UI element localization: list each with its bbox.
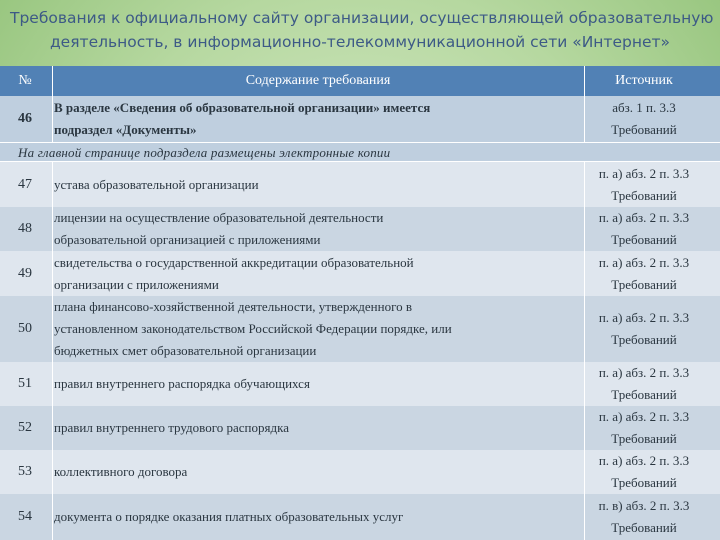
row-content (54, 450, 582, 494)
row-content (54, 406, 582, 450)
source-line: п. а) абз. 2 п. 3.3 (598, 365, 690, 380)
row-num: 54 (18, 509, 32, 524)
row-num: 47 (18, 177, 32, 192)
source-line: п. а) абз. 2 п. 3.3 (598, 166, 690, 181)
subheader-row (0, 142, 720, 162)
row-line: документа о порядке оказания платных образовательных услуг (54, 509, 404, 524)
source-line: п. а) абз. 2 п. 3.3 (598, 409, 690, 424)
row-num: 51 (18, 376, 32, 391)
column-divider (52, 161, 53, 540)
section-source-line-2: Требований (611, 122, 677, 137)
source-line: Требований (611, 276, 677, 292)
section-line-1: В разделе «Сведения об образовательной организации» имеется (54, 100, 431, 115)
row-line: лицензии на осуществление образовательной деятельности (54, 210, 384, 225)
row-line: правил внутреннего трудового распорядка (54, 420, 289, 435)
source-line: Требований (611, 387, 677, 402)
source-line: Требований (611, 232, 677, 247)
row-source (586, 406, 702, 450)
row-line: правил внутреннего распорядка обучающихся (54, 376, 310, 391)
section-row (0, 96, 720, 142)
section-line-2: подраздел «Документы» (54, 122, 197, 137)
row-content (54, 162, 582, 208)
section-source-line-1: абз. 1 п. 3.3 (612, 100, 676, 115)
source-line: п. в) абз. 2 п. 3.3 (598, 498, 690, 513)
row-num: 50 (18, 321, 32, 336)
header-num: № (18, 73, 32, 88)
slide-title (10, 6, 714, 54)
row-source (586, 207, 702, 251)
row-num: 53 (18, 464, 32, 479)
subheader-text: На главной странице подраздела размещены электронные копии (18, 144, 391, 160)
row-line: бюджетных смет образовательной организации (54, 343, 317, 358)
row-content (54, 251, 582, 296)
source-line: п. а) абз. 2 п. 3.3 (598, 254, 690, 270)
row-num: 49 (18, 265, 32, 281)
title-line-1: Требования к официальному сайту организации, осуществляющей образовательную (10, 9, 714, 27)
row-line: организации с приложениями (54, 276, 219, 292)
row-content (54, 296, 582, 362)
row-num: 52 (18, 420, 32, 435)
section-num: 46 (18, 111, 32, 126)
row-num: 48 (18, 221, 32, 236)
row-line: образовательной организацией с приложениями (54, 232, 321, 247)
row-line: устава образовательной организации (54, 177, 259, 192)
table-row (0, 450, 720, 494)
column-divider (584, 161, 585, 540)
source-line: Требований (611, 332, 677, 347)
row-source (586, 251, 702, 296)
table-row (0, 161, 720, 208)
row-source (586, 296, 702, 362)
source-line: Требований (611, 520, 677, 535)
row-source (586, 494, 702, 540)
source-line: п. а) абз. 2 п. 3.3 (598, 310, 690, 325)
header-source: Источник (615, 73, 673, 88)
table-row (0, 296, 720, 362)
title-line-2: деятельность, в информационно-телекоммуникационной сети «Интернет» (49, 33, 671, 51)
row-source (586, 450, 702, 494)
row-content (54, 207, 582, 251)
table-header-row (0, 66, 720, 98)
table-row (0, 251, 720, 296)
section-source (586, 96, 702, 142)
table-row (0, 362, 720, 406)
table-row (0, 494, 720, 540)
column-divider (584, 66, 585, 142)
row-content (54, 362, 582, 406)
row-content (54, 494, 582, 540)
source-line: п. а) абз. 2 п. 3.3 (598, 210, 690, 225)
column-divider (52, 66, 53, 142)
source-line: п. а) абз. 2 п. 3.3 (598, 453, 690, 468)
table-row (0, 207, 720, 251)
source-line: Требований (611, 475, 677, 490)
row-line: свидетельства о государственной аккредитации образовательной (54, 254, 414, 270)
source-line: Требований (611, 188, 677, 203)
source-line: Требований (611, 431, 677, 446)
section-content (54, 96, 582, 142)
row-line: коллективного договора (54, 464, 188, 479)
row-line: установленном законодательством Российской Федерации порядке, или (54, 321, 452, 336)
row-source (586, 162, 702, 208)
row-source (586, 362, 702, 406)
table-row (0, 406, 720, 450)
row-line: плана финансово-хозяйственной деятельности, утвержденного в (54, 299, 412, 314)
header-content: Содержание требования (245, 73, 391, 88)
